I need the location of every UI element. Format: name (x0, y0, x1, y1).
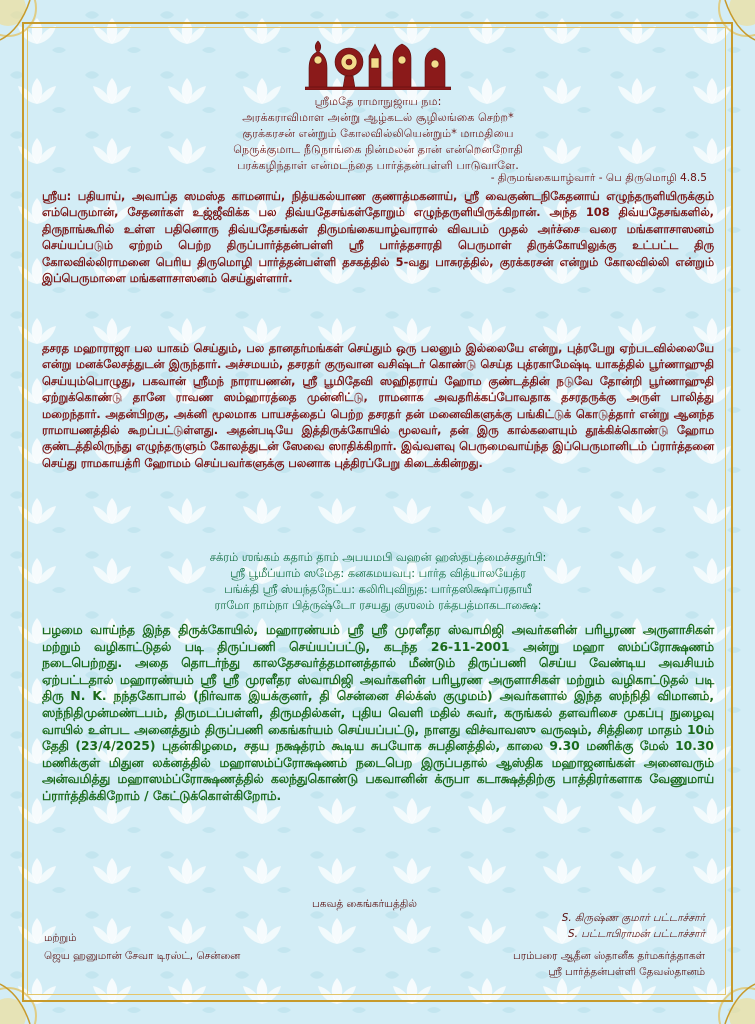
verse-line: பரக்கழிந்தாள் என்மடந்தை பார்த்தன்பள்ளி பாடுவாளே. (237, 159, 519, 172)
deity-emblem-icon (305, 38, 451, 90)
signatory-1-name: S. கிருஷ்ண குமார் பட்டாச்சார் (561, 912, 705, 924)
signatory-2 (568, 928, 705, 941)
devasthanam-name: ஸ்ரீ பார்த்தன்பள்ளி தேவஸ்தானம் (548, 966, 705, 978)
sanskrit-sloka (42, 550, 714, 614)
sloka-line: பங்க்தி ஸ்ரீ ஸ்யந்தநேட்ய: கலிரிபுவிநுத: பார்தஸிக்ஷாப்ரதாயீ (224, 583, 532, 596)
signatory-1 (562, 912, 705, 925)
signatory-2-name: S. பட்டாபிராமன் பட்டாச்சார் (568, 928, 705, 940)
verse-line: அரக்கராவிமாள அன்று ஆழ்கடல் சூழிலங்கை செற்ற* (242, 111, 514, 124)
trust-name: ஜெய ஹனுமான் சேவா டிரஸ்ட், சென்னை (44, 950, 241, 962)
hereditary-trustees: பரம்பரை ஆதீன ஸ்தானீக தர்மகர்த்தாகள் (513, 950, 705, 962)
story-paragraph: தசரத மஹாராஜா பல யாகம் செய்தும், பல தானதர்மங்கள் செய்தும் ஒரு பலனும் இல்லையே என்று, புத்ரபேறு ஏற்படவில்லையே என்று மனக்லேசத்துடன் இருந்தார். அச்சமயம், தசரதர் குருவான வசிஷ்டர் கொண்டு செய்த புத்ரகாமேஷ்டி யாகத்தில் பூர்ணாஹுதி செய்யும்பொழுது, பகவான் ஸ்ரீமந் நாராயணன், ஸ்ரீ பூமிதேவி ஸஹிதராய் ஹோம குண்டத்தின் நடுவே தோன்றி பூர்ணாஹுதி ஏற்றுக்கொண்டு தானே ராவண ஸம்ஹாரத்தை முன்னிட்டு, ராமனாக அவதரிக்கப்போவதாக தசரதருக்கு அருள் பாலித்து மறைந்தார். அதன்பிறகு, அக்னி மூலமாக பாயசத்தைப் பெற்ற தசரதர் தன் மனைவிகளுக்கு பங்கிட்டுக் கொடுத்தார் என்று ஆனந்த ராமாயணத்தில் கூறப்பட்டுள்ளது. அதன்படியே இத்திருக்கோயில் மூலவர், தன் இரு கால்களையும் தூக்கிக்கொண்டு ஹோம குண்டத்திலிருந்து எழுந்தருளும் கோலத்துடன் ஸேவை ஸாதிக்கிறார். இவ்வளவு பெருமைவாய்ந்த இப்பெருமானிடம் ப்ரார்த்தனை செய்து ராமகாயத்ரி ஹோமம் செய்பவர்களுக்கு பலனாக புத்திரப்பேறு கிடைக்கின்றது. (42, 341, 714, 470)
invocation-line: ஸ்ரீமதே ராமாநுஜாய நம: (314, 95, 442, 108)
in-service-label: பகவத் கைங்கர்யத்தில் (312, 898, 417, 910)
and-label: மற்றும் (44, 932, 77, 944)
verse-citation: - திருமங்கையாழ்வார் - பெ திருமொழி 4.8.5 (490, 172, 707, 184)
sloka-line: சக்ரம் ஶங்கம் கதாம் தாம் அபயமபி வஹன் ஹஸ்தபத்மைச்சதுர்பி: (209, 551, 547, 564)
invitation-paragraph: பழமை வாய்ந்த இந்த திருக்கோயில், மஹாரண்யம் ஸ்ரீ ஸ்ரீ முரளீதர ஸ்வாமிஜி அவர்களின் பரிபூரண அருளாசிகள் மற்றும் வழிகாட்டுதல் படி திருப்பணி செய்யப்பட்டு, கடந்த 26-11-2001 அன்று மஹா ஸம்ப்ரோக்ஷணம் நடைபெற்றது. அதை தொடர்ந்து காலதேசவர்த்தமானத்தால் மீண்டும் திருப்பணி செய்ய வேண்டிய அவசியம் ஏற்பட்டதால் மஹாரண்யம் ஸ்ரீ ஸ்ரீ முரளீதர ஸ்வாமிஜி அவர்களின் பரிபூரண அருளாசிகள் மற்றும் வழிகாட்டுதல் படி திரு N. K. நந்தகோபால் (நிர்வாக இயக்குனர், தி சென்னை சில்க்ஸ் குழுமம்) அவர்களால் இந்த ஸந்நிதி விமானம், ஸந்நிதிமுன்மண்டபம், திருமடப்பள்ளி, திருமதில்கள், புதிய வெளி மதில் சுவர், கருங்கல் தளவரிசை முகப்பு நுழைவு வாயில் உள்பட அனைத்தும் திருப்பணி கைங்கர்யம் செய்யப்பட்டு, நாளது விச்வாவஸு வருஷம், சித்திரை மாதம் 10ம் தேதி (23/4/2025) புதன்கிழமை, சதய நக்ஷத்ரம் கூடிய சுபயோக சுபதினத்தில், காலை 9.30 மணிக்கு மேல் 10.30 மணிக்குள் மிதுன லக்னத்தில் மஹாஸம்ப்ரோக்ஷணம் நடைபெற இருப்பதால் ஆஸ்திக மஹாஜனங்கள் அனைவரும் அன்வமித்து மஹாஸம்ப்ரோக்ஷணத்தில் கலந்துகொண்டு பகவானின் க்ருபா கடாக்ஷத்திற்கு பாத்திரர்களாக வேணுமாய் ப்ரார்த்திக்கிறோம் / கேட்டுக்கொள்கிறோம். (42, 623, 714, 803)
header-verse (42, 94, 714, 174)
intro-paragraph: ஸ்ரீய: பதியாய், அவாப்த ஸமஸ்த காமனாய், நித்யகல்யாண குணாத்மகனாய், ஸ்ரீ வைகுண்டநிகேதனாய் எழுந்தருளியிருக்கும் எம்பெருமான், சேதனர்கள் உஜ்ஜீவிக்க பல திவ்யதேசங்கள்தோறும் எழுந்தருளியிருக்கிறான். அந்த 108 திவ்யதேசங்களில், திருநாங்கூரில் உள்ள பதினொரு திவ்யதேசங்கள் திருமங்கையாழ்வாரால் விவபம் முதல் அர்ச்சை வரை மங்களாசாஸனம் செய்யப்படும் ஏற்றம் பெற்ற திருப்பார்த்தன்பள்ளி ஸ்ரீ பார்த்தசாரதி பெருமாள் திருக்கோயிலுக்கு உட்பட்ட திரு கோலவில்லிராமனை பெரிய திருமொழி பார்த்தன்பள்ளி தசகத்தில் 5-வது பாசுரத்தில், குரக்கரசன் என்றும் கோலவில்லி என்றும் இப்பெருமாளை மங்களாசாஸனம் செய்துள்ளார். (42, 189, 714, 286)
sloka-line: ராமோ நாம்நா பித்ருஷ்டோ ரசயது குஶலம் ரக்தபத்மாகடாக்ஷை: (214, 599, 542, 612)
sloka-line: ஸ்ரீ பூமீப்யாம் ஸமேத: கனகமயவபு: பார்த வித்யாலயேத்ர (230, 567, 526, 580)
verse-line: குரக்கரசன் என்றும் கோலவில்லியென்றும்* மாமதியை (242, 127, 514, 140)
verse-line: நெருக்குமாட நீடுநாங்கை நின்மலன் தான் என்றெனறோதி (233, 143, 523, 156)
